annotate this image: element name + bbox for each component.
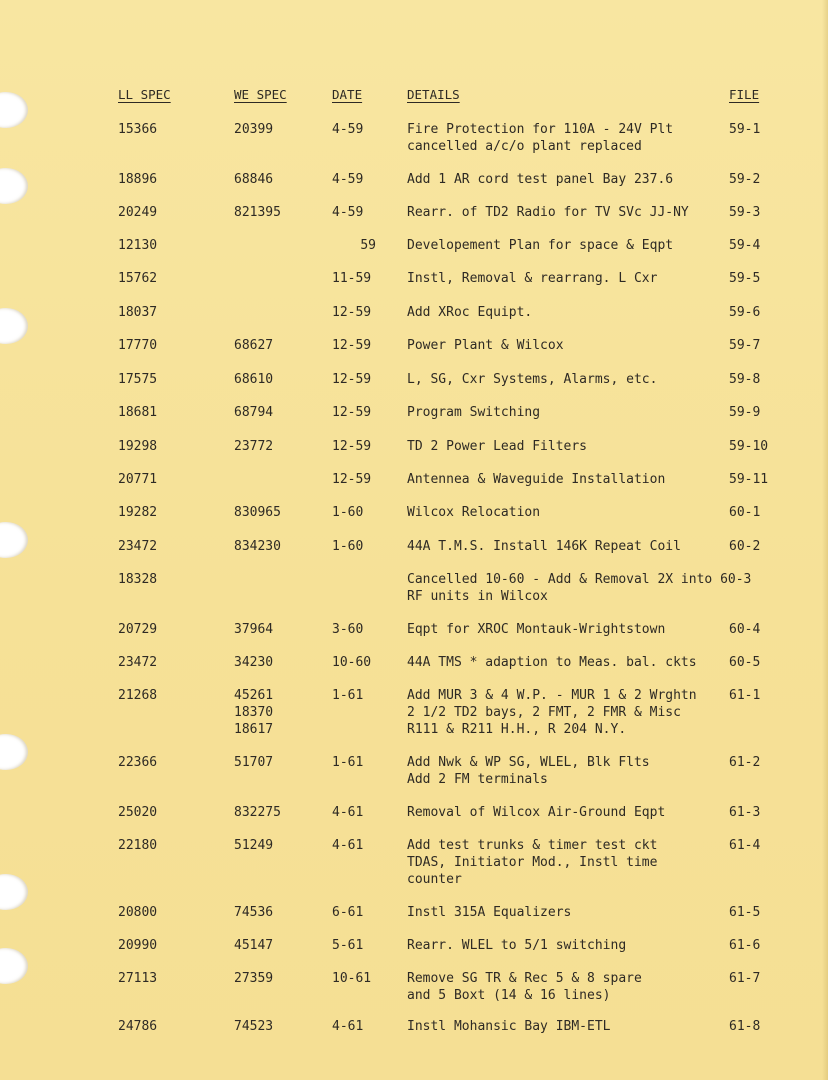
we-spec-cell (234, 1018, 273, 1035)
details-cell (407, 121, 673, 155)
we-spec-cell (234, 654, 273, 671)
file-cell: 59-8 (729, 372, 761, 387)
ll-spec-cell: 22366 (118, 755, 158, 770)
details-line: L, SG, Cxr Systems, Alarms, etc. (407, 372, 658, 387)
file-cell: 60-5 (729, 655, 761, 670)
details-cell (407, 204, 689, 221)
details-line: and 5 Boxt (14 & 16 lines) (407, 988, 611, 1003)
ll-spec-cell: 27113 (118, 971, 158, 986)
file-cell: 61-5 (729, 905, 761, 920)
details-line: Rearr. WLEL to 5/1 switching (407, 938, 627, 953)
ll-spec-cell: 23472 (118, 655, 158, 670)
details-line: Cancelled 10-60 - Add & Removal 2X into 60-3 (407, 572, 752, 587)
ll-spec-cell: 20249 (118, 205, 158, 220)
details-cell (407, 438, 587, 455)
binder-hole (0, 734, 28, 770)
date-cell: 11-59 (332, 271, 372, 286)
we-spec-line: 18617 (234, 722, 274, 737)
we-spec-line: 830965 (234, 505, 281, 520)
we-spec-cell (234, 404, 273, 421)
details-cell (407, 1018, 611, 1035)
date-cell: 12-59 (332, 338, 372, 353)
details-line: 2 1/2 TD2 bays, 2 FMT, 2 FMR & Misc (407, 705, 681, 720)
we-spec-cell (234, 504, 281, 521)
date-cell: 6-61 (332, 905, 364, 920)
file-cell: 60-2 (729, 539, 761, 554)
details-line: Add MUR 3 & 4 W.P. - MUR 1 & 2 Wrghtn (407, 688, 697, 703)
ll-spec-cell: 21268 (118, 688, 158, 703)
date-cell: 10-61 (332, 971, 372, 986)
file-cell: 60-4 (729, 622, 761, 637)
header-ll-spec: LL SPEC (118, 87, 171, 102)
file-cell: 61-7 (729, 971, 761, 986)
ll-spec-cell: 17770 (118, 338, 158, 353)
details-line: Remove SG TR & Rec 5 & 8 spare (407, 971, 642, 986)
file-cell: 61-8 (729, 1019, 761, 1034)
binder-hole (0, 168, 28, 204)
file-cell: 59-1 (729, 122, 761, 137)
details-cell (407, 654, 697, 671)
details-cell (407, 538, 681, 555)
details-cell (407, 837, 657, 888)
date-cell: 4-61 (332, 805, 364, 820)
file-cell: 59-6 (729, 305, 761, 320)
we-spec-line: 821395 (234, 205, 281, 220)
date-cell: 12-59 (332, 439, 372, 454)
date-cell: 10-60 (332, 655, 372, 670)
ll-spec-cell: 18896 (118, 172, 158, 187)
details-cell (407, 754, 650, 788)
date-cell: 59 (360, 238, 376, 253)
details-line: TD 2 Power Lead Filters (407, 439, 588, 454)
file-cell: 59-4 (729, 238, 761, 253)
ll-spec-cell: 24786 (118, 1019, 158, 1034)
ll-spec-cell: 19282 (118, 505, 158, 520)
binder-hole (0, 948, 28, 984)
ll-spec-cell: 23472 (118, 539, 158, 554)
header-details: DETAILS (407, 87, 460, 102)
file-cell: 61-2 (729, 755, 761, 770)
date-cell: 4-59 (332, 122, 364, 137)
details-line: cancelled a/c/o plant replaced (407, 139, 642, 154)
file-cell: 59-5 (729, 271, 761, 286)
details-cell (407, 237, 673, 254)
we-spec-cell (234, 371, 273, 388)
details-cell (407, 904, 571, 921)
we-spec-cell (234, 171, 273, 188)
file-cell: 59-11 (729, 472, 769, 487)
we-spec-line: 74536 (234, 905, 274, 920)
details-line: Add test trunks & timer test ckt (407, 838, 658, 853)
ll-spec-cell: 15366 (118, 122, 158, 137)
we-spec-line: 68794 (234, 405, 274, 420)
we-spec-cell (234, 538, 281, 555)
we-spec-line: 23772 (234, 439, 274, 454)
ll-spec-cell: 22180 (118, 838, 158, 853)
details-line: counter (407, 872, 462, 887)
details-cell (407, 621, 665, 638)
file-cell: 61-1 (729, 688, 761, 703)
details-line: Eqpt for XROC Montauk-Wrightstown (407, 622, 666, 637)
we-spec-line: 68610 (234, 372, 274, 387)
binder-hole (0, 522, 28, 558)
details-line: Add Nwk & WP SG, WLEL, Blk Flts (407, 755, 650, 770)
ll-spec-cell: 19298 (118, 439, 158, 454)
details-cell (407, 687, 697, 738)
details-line: Program Switching (407, 405, 541, 420)
details-cell (407, 404, 540, 421)
ll-spec-cell: 18681 (118, 405, 158, 420)
ll-spec-cell: 20990 (118, 938, 158, 953)
header-we-spec: WE SPEC (234, 87, 287, 102)
ll-spec-cell: 20729 (118, 622, 158, 637)
details-cell (407, 471, 665, 488)
ll-spec-cell: 15762 (118, 271, 158, 286)
we-spec-line: 832275 (234, 805, 281, 820)
we-spec-line: 18370 (234, 705, 274, 720)
we-spec-cell (234, 937, 273, 954)
file-cell: 61-6 (729, 938, 761, 953)
we-spec-line: 34230 (234, 655, 274, 670)
details-line: R111 & R211 H.H., R 204 N.Y. (407, 722, 627, 737)
we-spec-line: 68627 (234, 338, 274, 353)
ll-spec-cell: 25020 (118, 805, 158, 820)
file-cell: 59-3 (729, 205, 761, 220)
details-cell (407, 804, 665, 821)
ll-spec-cell: 17575 (118, 372, 158, 387)
we-spec-cell (234, 337, 273, 354)
ll-spec-cell: 18328 (118, 572, 158, 587)
date-cell: 5-61 (332, 938, 364, 953)
details-cell (407, 970, 642, 1004)
date-cell: 4-59 (332, 205, 364, 220)
date-cell: 1-61 (332, 688, 364, 703)
file-cell: 59-9 (729, 405, 761, 420)
we-spec-line: 37964 (234, 622, 274, 637)
details-cell (407, 504, 540, 521)
details-cell (407, 571, 751, 605)
file-cell: 59-7 (729, 338, 761, 353)
date-cell: 1-60 (332, 539, 364, 554)
details-cell (407, 304, 532, 321)
we-spec-line: 68846 (234, 172, 274, 187)
details-line: Developement Plan for space & Eqpt (407, 238, 674, 253)
details-cell (407, 171, 673, 188)
date-cell: 4-61 (332, 1019, 364, 1034)
we-spec-line: 45261 (234, 688, 274, 703)
date-cell: 1-60 (332, 505, 364, 520)
date-cell: 12-59 (332, 472, 372, 487)
we-spec-cell (234, 804, 281, 821)
we-spec-cell (234, 904, 273, 921)
header-file: FILE (729, 87, 760, 102)
details-line: Instl, Removal & rearrang. L Cxr (407, 271, 658, 286)
details-cell (407, 937, 626, 954)
details-line: Instl Mohansic Bay IBM-ETL (407, 1019, 611, 1034)
details-cell (407, 270, 657, 287)
we-spec-line: 27359 (234, 971, 274, 986)
ll-spec-cell: 18037 (118, 305, 158, 320)
details-line: TDAS, Initiator Mod., Instl time (407, 855, 658, 870)
we-spec-line: 51707 (234, 755, 274, 770)
we-spec-cell (234, 970, 273, 987)
details-line: Wilcox Relocation (407, 505, 541, 520)
date-cell: 1-61 (332, 755, 364, 770)
details-line: Fire Protection for 110A - 24V Plt (407, 122, 674, 137)
we-spec-cell (234, 687, 273, 738)
we-spec-cell (234, 837, 273, 854)
ll-spec-cell: 20771 (118, 472, 158, 487)
table-header (0, 87, 828, 107)
date-cell: 12-59 (332, 305, 372, 320)
binder-hole (0, 874, 28, 910)
details-line: 44A TMS * adaption to Meas. bal. ckts (407, 655, 697, 670)
details-line: Removal of Wilcox Air-Ground Eqpt (407, 805, 666, 820)
file-cell: 59-2 (729, 172, 761, 187)
details-line: Power Plant & Wilcox (407, 338, 564, 353)
file-cell: 60-1 (729, 505, 761, 520)
binder-hole (0, 308, 28, 344)
we-spec-cell (234, 621, 273, 638)
file-cell: 61-4 (729, 838, 761, 853)
we-spec-cell (234, 754, 273, 771)
date-cell: 4-59 (332, 172, 364, 187)
we-spec-line: 45147 (234, 938, 274, 953)
we-spec-line: 834230 (234, 539, 281, 554)
date-cell: 4-61 (332, 838, 364, 853)
we-spec-line: 51249 (234, 838, 274, 853)
details-line: Antennea & Waveguide Installation (407, 472, 666, 487)
page-edge-shadow (822, 0, 828, 1080)
details-line: Instl 315A Equalizers (407, 905, 572, 920)
file-cell: 61-3 (729, 805, 761, 820)
ll-spec-cell: 20800 (118, 905, 158, 920)
ll-spec-cell: 12130 (118, 238, 158, 253)
details-line: Add 2 FM terminals (407, 772, 548, 787)
details-cell (407, 337, 564, 354)
details-cell (407, 371, 657, 388)
we-spec-line: 20399 (234, 122, 274, 137)
details-line: RF units in Wilcox (407, 589, 548, 604)
details-line: 44A T.M.S. Install 146K Repeat Coil (407, 539, 681, 554)
date-cell: 12-59 (332, 405, 372, 420)
we-spec-cell (234, 121, 273, 138)
we-spec-line: 74523 (234, 1019, 274, 1034)
we-spec-cell (234, 204, 281, 221)
details-line: Rearr. of TD2 Radio for TV SVc JJ-NY (407, 205, 689, 220)
date-cell: 12-59 (332, 372, 372, 387)
file-cell: 59-10 (729, 439, 769, 454)
we-spec-cell (234, 438, 273, 455)
details-line: Add 1 AR cord test panel Bay 237.6 (407, 172, 674, 187)
header-date: DATE (332, 87, 363, 102)
details-line: Add XRoc Equipt. (407, 305, 533, 320)
date-cell: 3-60 (332, 622, 364, 637)
